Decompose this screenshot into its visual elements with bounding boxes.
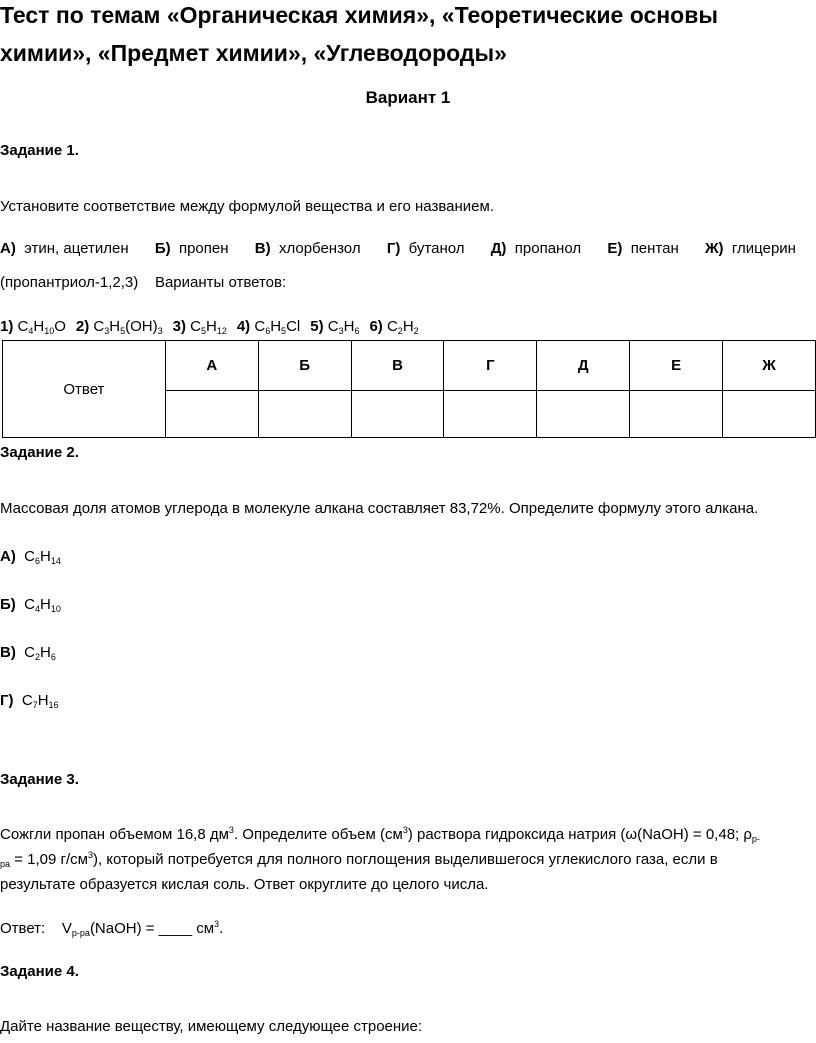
answer-table: [2, 340, 816, 438]
t3-sub: ра: [0, 859, 11, 869]
variant-heading: Вариант 1: [365, 88, 451, 107]
answer-end: .: [219, 920, 224, 937]
names-continuation: (пропантриол-1,2,3): [0, 274, 139, 291]
t3-b: . Определите объем (см: [233, 826, 403, 843]
name-item: Ж) глицерин: [705, 240, 796, 257]
task2-option: А) $C_6H_{14}$: [0, 548, 61, 566]
answer-col-header: Г: [444, 341, 537, 391]
task3-heading: Задание 3.: [0, 771, 79, 788]
answer-cell[interactable]: [630, 391, 723, 438]
formula-item: 4) $C_6H_5Cl$: [236, 318, 301, 336]
options-label: Варианты ответов:: [154, 274, 287, 291]
name-item: Г) бутанол: [386, 240, 465, 257]
t3-a: Сожгли пропан объемом 16,8 дм: [0, 826, 229, 843]
t3-sup: 3: [228, 825, 234, 835]
name-item: Б) пропен: [154, 240, 229, 257]
task1-formulas: [0, 318, 429, 335]
t3-sup: 3: [87, 850, 93, 860]
answer-rest: (NaOH) = ____ см: [89, 920, 215, 937]
answer-col-header: Б: [258, 341, 351, 391]
formula-item: 3) $C_5H_{12}$: [172, 318, 227, 336]
answer-col-header: В: [351, 341, 444, 391]
answer-cell[interactable]: [537, 391, 630, 438]
answer-cell[interactable]: [723, 391, 816, 438]
formula-item: 6) $C_2H_2$: [369, 318, 419, 336]
answer-cell[interactable]: [351, 391, 444, 438]
task1-prompt: Установите соответствие между формулой вещества и его названием.: [0, 198, 494, 215]
answer-col-header: А: [165, 341, 258, 391]
formula-item: 5) $C_3H_6$: [310, 318, 360, 336]
t3-sub: р-: [751, 834, 760, 844]
answer-cell[interactable]: [258, 391, 351, 438]
task2-option: Б) $C_4H_{10}$: [0, 596, 61, 614]
task1-names-cont: [0, 274, 286, 291]
task2-option: Г) $C_7H_{16}$: [0, 692, 59, 710]
task3-line1: [0, 826, 760, 843]
answer-v: V: [61, 920, 72, 937]
t3-sup: 3: [402, 825, 408, 835]
page-title-line1: Тест по темам «Органическая химия», «Теоретические основы: [0, 2, 718, 28]
page-title-line2: химии», «Предмет химии», «Углеводороды»: [0, 40, 507, 66]
task2-heading: Задание 2.: [0, 444, 79, 461]
t3-d: = 1,09 г/см: [10, 851, 88, 868]
name-item: Е) пентан: [607, 240, 679, 257]
task3-line2: [0, 851, 718, 868]
answer-row-label: Ответ: [3, 341, 166, 438]
task3-line3: результате образуется кислая соль. Ответ округлите до целого числа.: [0, 876, 489, 893]
task1-heading: Задание 1.: [0, 142, 79, 159]
formula-item: 2) $C_3H_5(OH)_3$: [75, 318, 163, 336]
answer-col-header: Д: [537, 341, 630, 391]
name-item: Д) пропанол: [490, 240, 582, 257]
answer-col-header: Е: [630, 341, 723, 391]
task3-answer: [0, 920, 223, 937]
t3-c: ) раствора гидроксида натрия (ω(NaOH) = 0,48; ρ: [407, 826, 752, 843]
name-item: А) этин, ацетилен: [0, 240, 129, 257]
answer-col-header: Ж: [723, 341, 816, 391]
answer-sub: р-ра: [71, 928, 90, 938]
answer-sup: 3: [214, 919, 220, 929]
task4-prompt: Дайте название веществу, имеющему следующее строение:: [0, 1018, 423, 1035]
task1-names: [0, 240, 796, 257]
answer-label: Ответ:: [0, 920, 46, 937]
answer-cell[interactable]: [165, 391, 258, 438]
answer-cell[interactable]: [444, 391, 537, 438]
task4-heading: Задание 4.: [0, 963, 79, 980]
t3-e: ), который потребуется для полного поглощения выделившегося углекислого газа, если в: [92, 851, 718, 868]
formula-item: 1) $C_4H_{10}O$: [0, 318, 66, 336]
name-item: В) хлорбензол: [254, 240, 361, 257]
task2-option: В) $C_2H_6$: [0, 644, 56, 662]
task2-prompt: Массовая доля атомов углерода в молекуле алкана составляет 83,72%. Определите формулу этого алкана.: [0, 500, 759, 517]
